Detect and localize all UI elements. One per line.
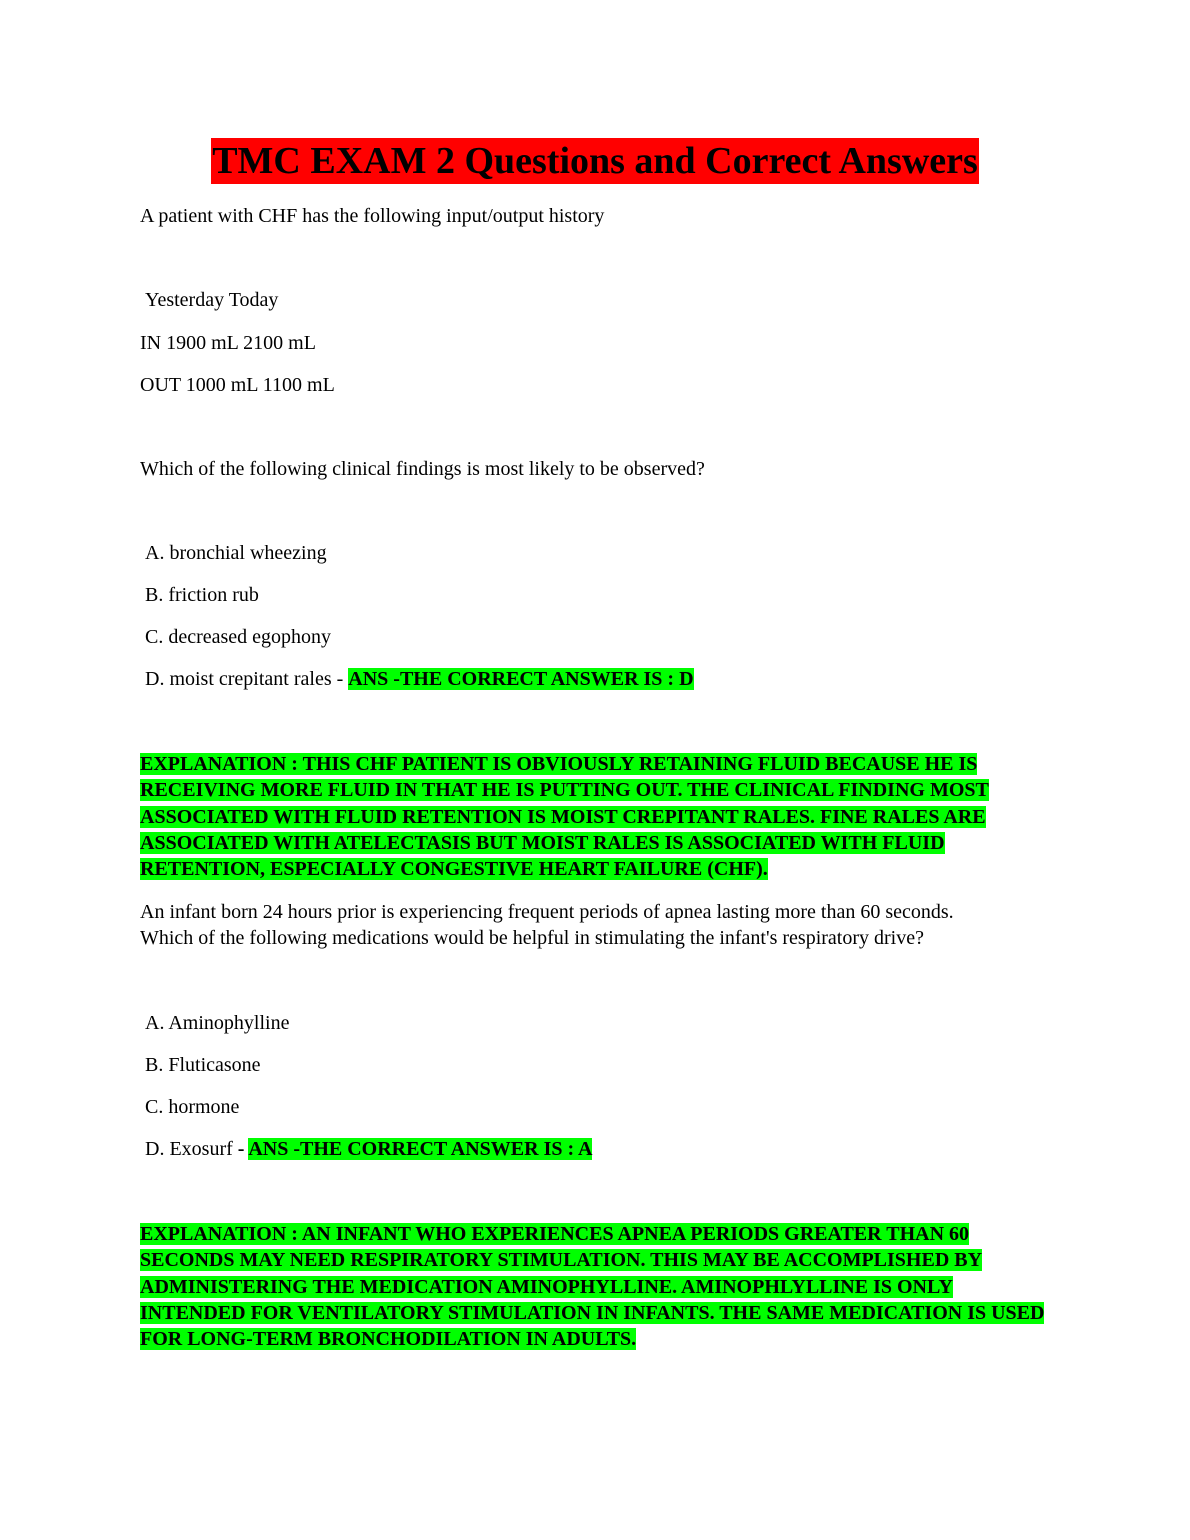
q1-row-out: OUT 1000 mL 1100 mL (140, 374, 335, 396)
q1-question: Which of the following clinical findings is most likely to be observed? (140, 458, 705, 480)
q2-answer: ANS -THE CORRECT ANSWER IS : A (248, 1138, 593, 1160)
page-title: TMC EXAM 2 Questions and Correct Answers (212, 140, 978, 182)
q1-option-d-line (145, 666, 694, 692)
q2-option-b: B. Fluticasone (145, 1054, 261, 1076)
q1-option-c: C. decreased egophony (145, 626, 332, 648)
q2-option-d-line (145, 1136, 592, 1162)
title-block (0, 138, 1190, 184)
q1-row-in: IN 1900 mL 2100 mL (140, 332, 316, 354)
q2-option-d-dash: - (237, 1138, 249, 1160)
q1-table-header: Yesterday Today (145, 289, 279, 311)
q1-option-b: B. friction rub (145, 584, 259, 606)
q2-explanation: EXPLANATION : AN INFANT WHO EXPERIENCES APNEA PERIODS GREATER THAN 60 SECONDS MAY NEED RESPIRATORY STIMULATION. THIS MAY BE ACCOMPLISHED BY ADMINISTERING THE MEDICATION AMINOPHYLLINE. AMINOPHLYLLINE IS ONLY INTENDED FOR VENTILATORY STIMULATION IN INFANTS. THE SAME MEDICATION IS USED FOR LONG-TERM BRONCHODILATION IN ADULTS. (140, 1223, 1045, 1351)
q1-explanation-block (140, 751, 1060, 882)
q2-question-line1: An infant born 24 hours prior is experiencing frequent periods of apnea lasting more than 60 seconds. (140, 901, 954, 923)
q1-intro: A patient with CHF has the following input/output history (140, 205, 605, 227)
q1-option-a: A. bronchial wheezing (145, 542, 327, 564)
q2-question-line2: Which of the following medications would be helpful in stimulating the infant's respiratory drive? (140, 927, 924, 949)
q1-explanation: EXPLANATION : THIS CHF PATIENT IS OBVIOUSLY RETAINING FLUID BECAUSE HE IS RECEIVING MORE FLUID IN THAT HE IS PUTTING OUT. THE CLINICAL FINDING MOST ASSOCIATED WITH FLUID RETENTION IS MOIST CREPITANT RALES. FINE RALES ARE ASSOCIATED WITH ATELECTASIS BUT MOIST RALES IS ASSOCIATED WITH FLUID RETENTION, ESPECIALLY CONGESTIVE HEART FAILURE (CHF). (140, 753, 989, 881)
q2-explanation-block (140, 1221, 1060, 1352)
q2-option-c: C. hormone (145, 1096, 240, 1118)
q2-option-d: D. Exosurf (145, 1138, 238, 1160)
q2-option-a: A. Aminophylline (145, 1012, 290, 1034)
q1-option-d: D. moist crepitant rales - (145, 668, 349, 690)
q1-answer: ANS -THE CORRECT ANSWER IS : D (348, 668, 694, 690)
